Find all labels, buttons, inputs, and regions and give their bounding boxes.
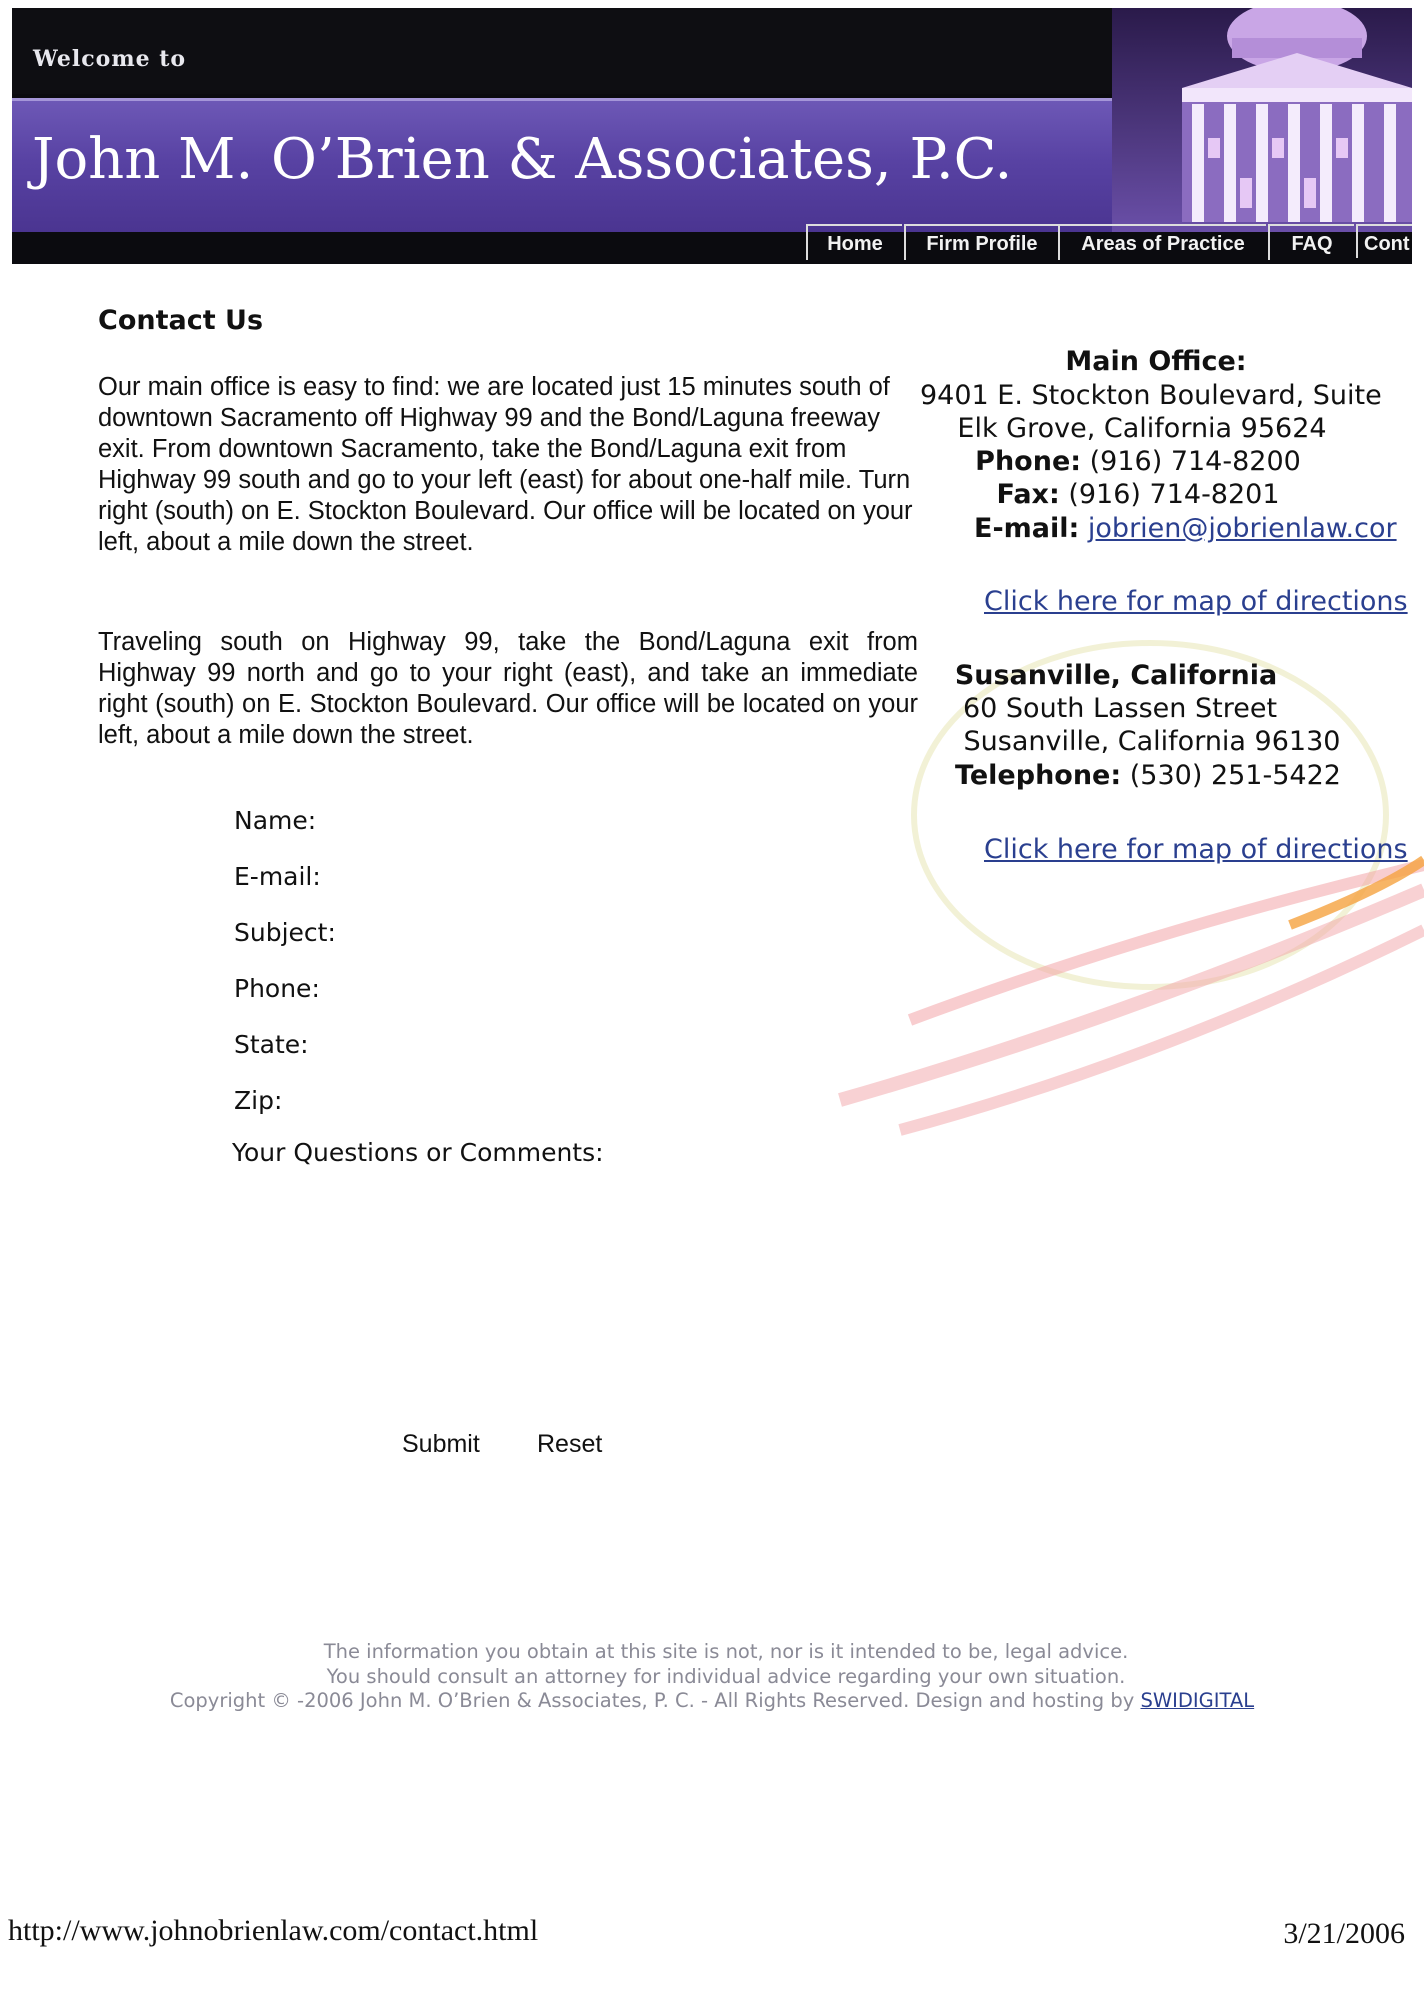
- firm-title: John M. O’Brien & Associates, P.C.: [32, 127, 1013, 192]
- directions-paragraph-2: Traveling south on Highway 99, take the Bond/Laguna exit from Highway 99 north and go to your right (east), and take an immediate right (south) on E. Stockton Boulevard. Our office will be located on your left, about a mile down the street.: [98, 628, 918, 749]
- zip-label: Zip:: [234, 1086, 283, 1115]
- main-office-heading: Main Office:: [1065, 346, 1247, 377]
- main-office-fax: Fax: (916) 714-8201: [996, 479, 1280, 510]
- zip-field[interactable]: [420, 1086, 744, 1120]
- state-label: State:: [234, 1030, 309, 1059]
- main-office-map-link[interactable]: Click here for map of directions: [984, 586, 1408, 617]
- susanville-address-1: 60 South Lassen Street: [962, 693, 1278, 724]
- reset-button[interactable]: Reset: [537, 1430, 603, 1458]
- email-label: E-mail:: [234, 862, 321, 891]
- name-field[interactable]: [400, 806, 724, 840]
- submit-button[interactable]: Submit: [402, 1430, 480, 1458]
- print-date: 3/21/2006: [1283, 1917, 1405, 1950]
- comments-label: Your Questions or Comments:: [232, 1138, 604, 1167]
- print-url: http://www.johnobrienlaw.com/contact.html: [8, 1914, 539, 1947]
- main-office-address-2: Elk Grove, California 95624: [957, 413, 1327, 444]
- susanville-phone: Telephone: (530) 251-5422: [955, 760, 1341, 791]
- main-office-phone: Phone: (916) 714-8200: [975, 446, 1301, 477]
- capitol-building-image: [1112, 8, 1412, 232]
- phone-label: Phone:: [234, 974, 320, 1003]
- subject-label: Subject:: [234, 918, 336, 947]
- comments-field[interactable]: [232, 1180, 756, 1384]
- directions-paragraph-1: Our main office is easy to find: we are located just 15 minutes south of downtown Sacramento off Highway 99 and the Bond/Laguna freeway exit. From downtown Sacramento, take the Bond/Laguna exit from Highway 99 south and go to your left (east) for about one-half mile. Turn right (south) on E. Stockton Boulevard. Our office will be located on your left, about a mile down the street.: [98, 373, 913, 556]
- name-label: Name:: [234, 806, 317, 835]
- copyright-line: Copyright © -2006 John M. O’Brien & Associates, P. C. - All Rights Reserved. Design and hosting by SWIDIGITAL: [169, 1689, 1255, 1712]
- disclaimer-line-2: You should consult an attorney for individual advice regarding your own situation.: [326, 1665, 1126, 1688]
- nav-contact[interactable]: Cont: [1356, 224, 1412, 258]
- offices-column: [920, 340, 1424, 900]
- nav-faq[interactable]: FAQ: [1268, 224, 1354, 260]
- main-office-email: E-mail: jobrien@jobrienlaw.cor: [974, 513, 1397, 544]
- page-title: Contact Us: [98, 305, 264, 336]
- subject-field[interactable]: [420, 918, 744, 952]
- susanville-address-2: Susanville, California 96130: [963, 726, 1341, 757]
- main-office-address-1: 9401 E. Stockton Boulevard, Suite: [920, 380, 1382, 411]
- email-field[interactable]: [420, 862, 744, 896]
- disclaimer-line-1: The information you obtain at this site is not, nor is it intended to be, legal advice.: [323, 1640, 1129, 1663]
- phone-field[interactable]: [420, 974, 744, 1008]
- nav-areas-of-practice[interactable]: Areas of Practice: [1058, 224, 1266, 260]
- swidigital-link[interactable]: SWIDIGITAL: [1140, 1689, 1255, 1712]
- susanville-map-link[interactable]: Click here for map of directions: [984, 834, 1408, 865]
- welcome-text: Welcome to: [33, 46, 187, 72]
- state-field[interactable]: [420, 1030, 744, 1064]
- susanville-heading: Susanville, California: [954, 660, 1278, 691]
- nav-home[interactable]: Home: [806, 224, 902, 260]
- nav-firm-profile[interactable]: Firm Profile: [904, 224, 1058, 260]
- main-office-email-link[interactable]: jobrien@jobrienlaw.cor: [1087, 513, 1397, 544]
